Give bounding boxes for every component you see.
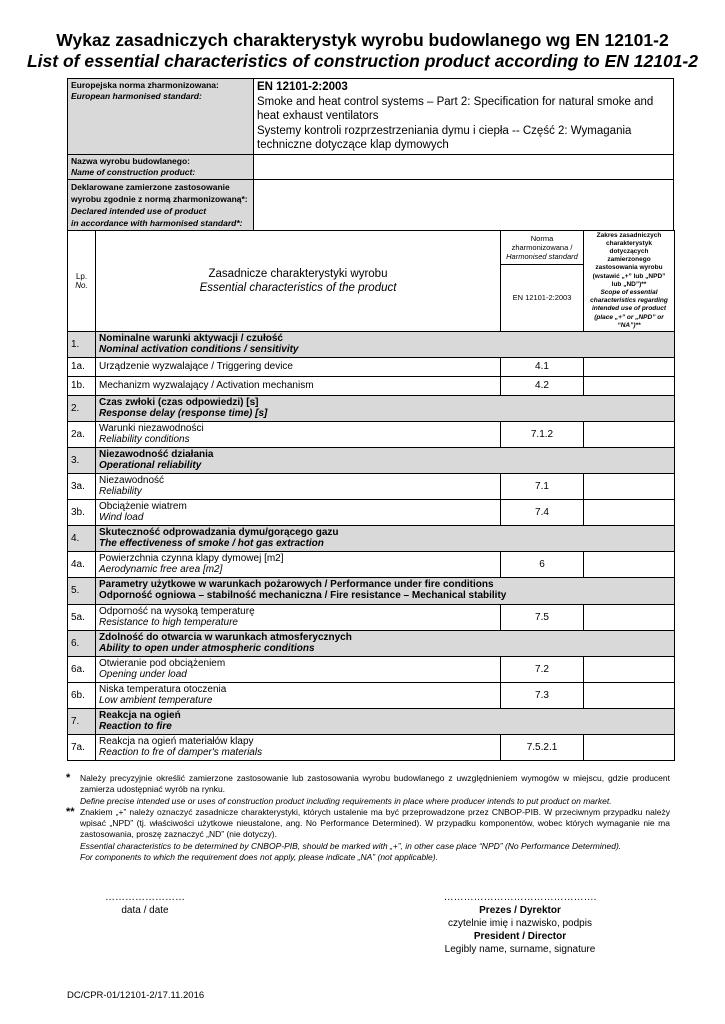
standard-value: EN 12101-2:2003 Smoke and heat control systems – Part 2: Specification for natural smoke and heat exhaust ventilators Systemy kontroli rozprzestrzeniania dymu i ciepła -- Część 2: Wymagania techniczne dotyczące klap dymowych bbox=[254, 79, 674, 155]
characteristic: Odporność na wysoką temperaturę Resistance to high temperature bbox=[96, 604, 501, 630]
table-row bbox=[68, 499, 675, 525]
table-row bbox=[68, 357, 675, 376]
document-code: DC/CPR-01/12101-2/17.11.2016 bbox=[67, 990, 205, 1002]
product-name-label: Nazwa wyrobu budowlanego: Name of construction product: bbox=[68, 154, 254, 179]
row-number: 2a. bbox=[68, 421, 96, 447]
table-row bbox=[68, 473, 675, 499]
section-row bbox=[68, 395, 675, 421]
clause: 7.3 bbox=[501, 682, 584, 708]
section-row bbox=[68, 447, 675, 473]
row-number: 4. bbox=[68, 525, 96, 551]
footnote-text: Define precise intended use or uses of construction product including requirements in place where producer intends to put product on market. bbox=[80, 795, 612, 806]
scope-field[interactable] bbox=[584, 473, 675, 499]
signature-field: ………………………………………. Prezes / Dyrektor czytelnie imię i nazwisko, podpis President / Director Legibly name, surname, signature bbox=[443, 892, 597, 956]
section-row bbox=[68, 525, 675, 551]
section-title: Reakcja na ogień Reaction to fire bbox=[96, 708, 675, 734]
section-row bbox=[68, 708, 675, 734]
row-number: 6a. bbox=[68, 656, 96, 682]
footnote-text: Należy precyzyjnie określić zamierzone zastosowanie lub zastosowania wyrobu budowlanego z uwzględnieniem wymogów w miejscu, gdzie producent zamierza udostępniać wyrób na rynku. bbox=[80, 772, 670, 795]
product-name-field[interactable] bbox=[254, 154, 674, 179]
footnote-text: Znakiem „+” należy oznaczyć zasadnicze charakterystyki, których ustalenie ma być przeprowadzone przez CNBOP-PIB. W przeciwnym przypadku należy wpisać „NPD” (tj. właściwości użytkowe nieustalone, ang. No Performance Determined). W przypadku komponentów, wobec których wymaganie nie ma zastosowania, proszę zaznaczyć „ND” (nie dotyczy). bbox=[80, 806, 670, 840]
intended-use-label: Deklarowane zamierzone zastosowanie wyrobu zgodnie z normą zharmonizowaną*: Declared intended use of product in accordance with harmonised standard*: bbox=[68, 179, 254, 230]
section-row bbox=[68, 630, 675, 656]
section-title: Czas zwłoki (czas odpowiedzi) [s] Response delay (response time) [s] bbox=[96, 395, 675, 421]
scope-field[interactable] bbox=[584, 604, 675, 630]
section-title: Zdolność do otwarcia w warunkach atmosferycznych Ability to open under atmospheric conditions bbox=[96, 630, 675, 656]
scope-field[interactable] bbox=[584, 734, 675, 760]
scope-field[interactable] bbox=[584, 656, 675, 682]
scope-field[interactable] bbox=[584, 421, 675, 447]
date-field: …………………… data / date bbox=[105, 892, 185, 917]
document-title bbox=[0, 30, 725, 72]
row-number: 3a. bbox=[68, 473, 96, 499]
characteristic: Obciążenie wiatrem Wind load bbox=[96, 499, 501, 525]
section-title: Skuteczność odprowadzania dymu/gorącego gazu The effectiveness of smoke / hot gas extraction bbox=[96, 525, 675, 551]
header-characteristics: Zasadnicze charakterystyki wyrobu Essential characteristics of the product bbox=[96, 230, 501, 331]
characteristics-table bbox=[67, 230, 675, 761]
clause: 7.1.2 bbox=[501, 421, 584, 447]
row-number: 7a. bbox=[68, 734, 96, 760]
clause: 7.5.2.1 bbox=[501, 734, 584, 760]
clause: 7.1 bbox=[501, 473, 584, 499]
table-row bbox=[68, 656, 675, 682]
header-scope: Zakres zasadniczych charakterystyk dotyczących zamierzonego zastosowania wyrobu (wstawić „+” lub „NPD” lub „ND”)** Scope of essential characteristics regarding intended use of product (place „+” or „NPD” or “NA”)** bbox=[584, 230, 675, 331]
characteristic: Mechanizm wyzwalający / Activation mechanism bbox=[96, 376, 501, 395]
scope-field[interactable] bbox=[584, 682, 675, 708]
section-title: Parametry użytkowe w warunkach pożarowych / Performance under fire conditions Odporność ogniowa – stabilność mechaniczna / Fire resistance – Mechanical stability bbox=[96, 577, 675, 604]
section-row bbox=[68, 331, 675, 357]
characteristic: Powierzchnia czynna klapy dymowej [m2] Aerodynamic free area [m2] bbox=[96, 551, 501, 577]
title-pl: Wykaz zasadniczych charakterystyk wyrobu budowlanego wg EN 12101-2 bbox=[56, 30, 669, 50]
row-number: 1a. bbox=[68, 357, 96, 376]
characteristic: Niska temperatura otoczenia Low ambient temperature bbox=[96, 682, 501, 708]
row-number: 3. bbox=[68, 447, 96, 473]
row-number: 5a. bbox=[68, 604, 96, 630]
scope-field[interactable] bbox=[584, 551, 675, 577]
table-row bbox=[68, 551, 675, 577]
row-number: 7. bbox=[68, 708, 96, 734]
footnote-mark: * bbox=[66, 771, 71, 784]
intended-use-field[interactable] bbox=[254, 179, 674, 230]
footnote-text: For components to which the requirement does not apply, please indicate „NA” (not applicable). bbox=[80, 852, 438, 863]
row-number: 6. bbox=[68, 630, 96, 656]
header-lp: Lp. No. bbox=[68, 230, 96, 331]
row-number: 1b. bbox=[68, 376, 96, 395]
section-title: Nominalne warunki aktywacji / czułość Nominal activation conditions / sensitivity bbox=[96, 331, 675, 357]
signature-area bbox=[0, 891, 725, 956]
clause: 7.4 bbox=[501, 499, 584, 525]
clause: 4.1 bbox=[501, 357, 584, 376]
clause: 4.2 bbox=[501, 376, 584, 395]
table-row bbox=[68, 682, 675, 708]
table-row bbox=[68, 734, 675, 760]
table-row bbox=[68, 604, 675, 630]
characteristic: Urządzenie wyzwalające / Triggering device bbox=[96, 357, 501, 376]
row-number: 6b. bbox=[68, 682, 96, 708]
characteristic: Reakcja na ogień materiałów klapy Reaction to fre of damper's materials bbox=[96, 734, 501, 760]
section-title: Niezawodność działania Operational reliability bbox=[96, 447, 675, 473]
header-norm-code: EN 12101-2:2003 bbox=[501, 265, 584, 332]
header-norm: Norma zharmonizowana / Harmonised standard bbox=[501, 230, 584, 265]
standard-label: Europejska norma zharmonizowana: European harmonised standard: bbox=[68, 79, 254, 155]
row-number: 2. bbox=[68, 395, 96, 421]
scope-field[interactable] bbox=[584, 357, 675, 376]
row-number: 1. bbox=[68, 331, 96, 357]
footnote-mark: ** bbox=[66, 805, 75, 818]
characteristic: Warunki niezawodności Reliability conditions bbox=[96, 421, 501, 447]
clause: 7.2 bbox=[501, 656, 584, 682]
clause: 7.5 bbox=[501, 604, 584, 630]
section-row bbox=[68, 577, 675, 604]
title-en: List of essential characteristics of construction product according to EN 12101-2 bbox=[26, 51, 698, 71]
characteristic: Otwieranie pod obciążeniem Opening under load bbox=[96, 656, 501, 682]
product-info-table bbox=[67, 78, 674, 231]
clause: 6 bbox=[501, 551, 584, 577]
footnote-text: Essential characteristics to be determined by CNBOP-PIB, should be marked with „+”, in other case place “NPD” (No Performance Determined). bbox=[80, 840, 622, 851]
table-row bbox=[68, 421, 675, 447]
row-number: 3b. bbox=[68, 499, 96, 525]
scope-field[interactable] bbox=[584, 376, 675, 395]
scope-field[interactable] bbox=[584, 499, 675, 525]
footnotes bbox=[66, 771, 670, 863]
table-row bbox=[68, 376, 675, 395]
characteristic: Niezawodność Reliability bbox=[96, 473, 501, 499]
row-number: 5. bbox=[68, 577, 96, 604]
row-number: 4a. bbox=[68, 551, 96, 577]
